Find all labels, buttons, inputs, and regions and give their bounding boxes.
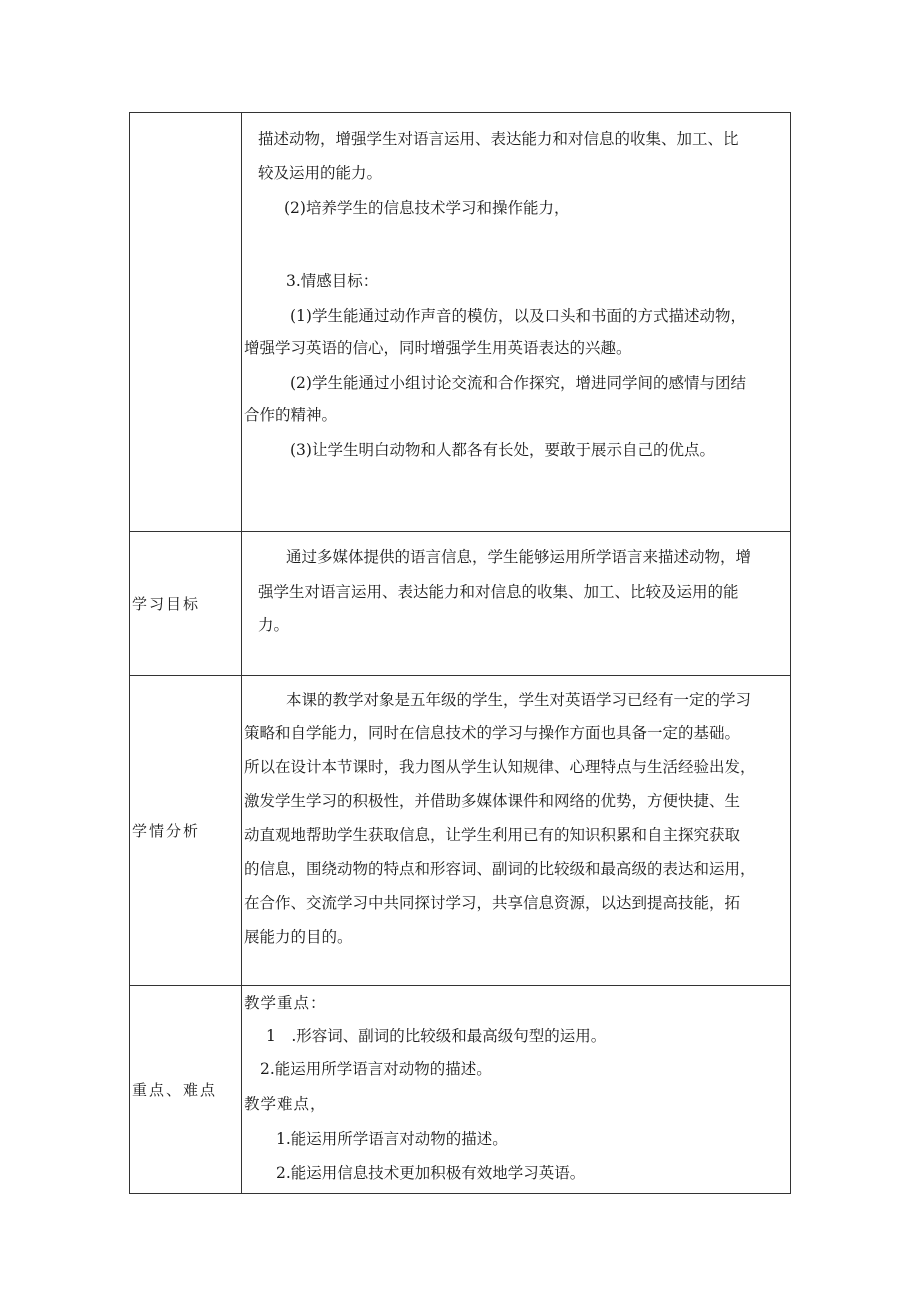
text-line: 教学重点： bbox=[244, 994, 327, 1012]
lesson-plan-table bbox=[129, 112, 791, 1194]
table-row-learning-goals bbox=[130, 532, 791, 676]
text-line: 2.能运用所学语言对动物的描述。 bbox=[260, 1060, 492, 1078]
text-line: 本课的教学对象是五年级的学生，学生对英语学习已经有一定的学习 bbox=[286, 691, 752, 709]
row-label-text: 学情分析 bbox=[132, 822, 201, 840]
row-content-learning-goals bbox=[242, 532, 791, 676]
text-line: 教学难点， bbox=[244, 1095, 327, 1113]
text-line: 合作的精神。 bbox=[244, 406, 338, 424]
table-row-objectives-continued bbox=[130, 113, 791, 532]
row-label-learner-analysis bbox=[130, 676, 242, 986]
text-line: 描述动物，增强学生对语言运用、表达能力和对信息的收集、加工、比 bbox=[258, 130, 739, 148]
row-label-learning-goals bbox=[130, 532, 242, 676]
row-label-key-points bbox=[130, 986, 242, 1194]
text-line: 在合作、交流学习中共同探讨学习，共享信息资源，以达到提高技能，拓 bbox=[244, 894, 741, 912]
text-line: (2)培养学生的信息技术学习和操作能力， bbox=[284, 199, 570, 217]
text-line: (3)让学生明白动物和人都各有长处，要敢于展示自己的优点。 bbox=[290, 441, 715, 459]
text-line: 3.情感目标： bbox=[286, 272, 379, 290]
text-line: 1 .形容词、副词的比较级和最高级句型的运用。 bbox=[266, 1027, 607, 1045]
text-line: 通过多媒体提供的语言信息，学生能够运用所学语言来描述动物，增 bbox=[286, 548, 752, 566]
text-line: 强学生对语言运用、表达能力和对信息的收集、加工、比较及运用的能 bbox=[258, 583, 739, 601]
row-content-learner-analysis bbox=[242, 676, 791, 986]
row-content-key-points bbox=[242, 986, 791, 1194]
text-line: (2)学生能通过小组讨论交流和合作探究，增进同学间的感情与团结 bbox=[290, 374, 746, 392]
text-line: 策略和自学能力，同时在信息技术的学习与操作方面也具备一定的基础。 bbox=[244, 724, 741, 742]
row-label-text: 学习目标 bbox=[132, 595, 201, 613]
text-line: 较及运用的能力。 bbox=[258, 164, 383, 182]
text-line: (1)学生能通过动作声音的模仿，以及口头和书面的方式描述动物， bbox=[290, 307, 746, 325]
text-line: 所以在设计本节课时，我力图从学生认知规律、心理特点与生活经验出发， bbox=[244, 758, 756, 776]
text-line: 激发学生学习的积极性，并借助多媒体课件和网络的优势，方便快捷、生 bbox=[244, 792, 741, 810]
text-line: 动直观地帮助学生获取信息，让学生利用已有的知识积累和自主探究获取 bbox=[244, 826, 741, 844]
table-row-key-points bbox=[130, 986, 791, 1194]
text-line: 展能力的目的。 bbox=[244, 928, 353, 946]
text-line: 增强学习英语的信心，同时增强学生用英语表达的兴趣。 bbox=[244, 339, 632, 357]
text-line: 2.能运用信息技术更加积极有效地学习英语。 bbox=[276, 1164, 586, 1182]
row-label-text: 重点、难点 bbox=[132, 1081, 218, 1099]
table-row-learner-analysis bbox=[130, 676, 791, 986]
row-content-objectives bbox=[242, 113, 791, 532]
row-label-empty bbox=[130, 113, 242, 532]
text-line: 1.能运用所学语言对动物的描述。 bbox=[276, 1130, 508, 1148]
text-line: 力。 bbox=[258, 616, 290, 634]
text-line: 的信息，围绕动物的特点和形容词、副词的比较级和最高级的表达和运用， bbox=[244, 860, 756, 878]
